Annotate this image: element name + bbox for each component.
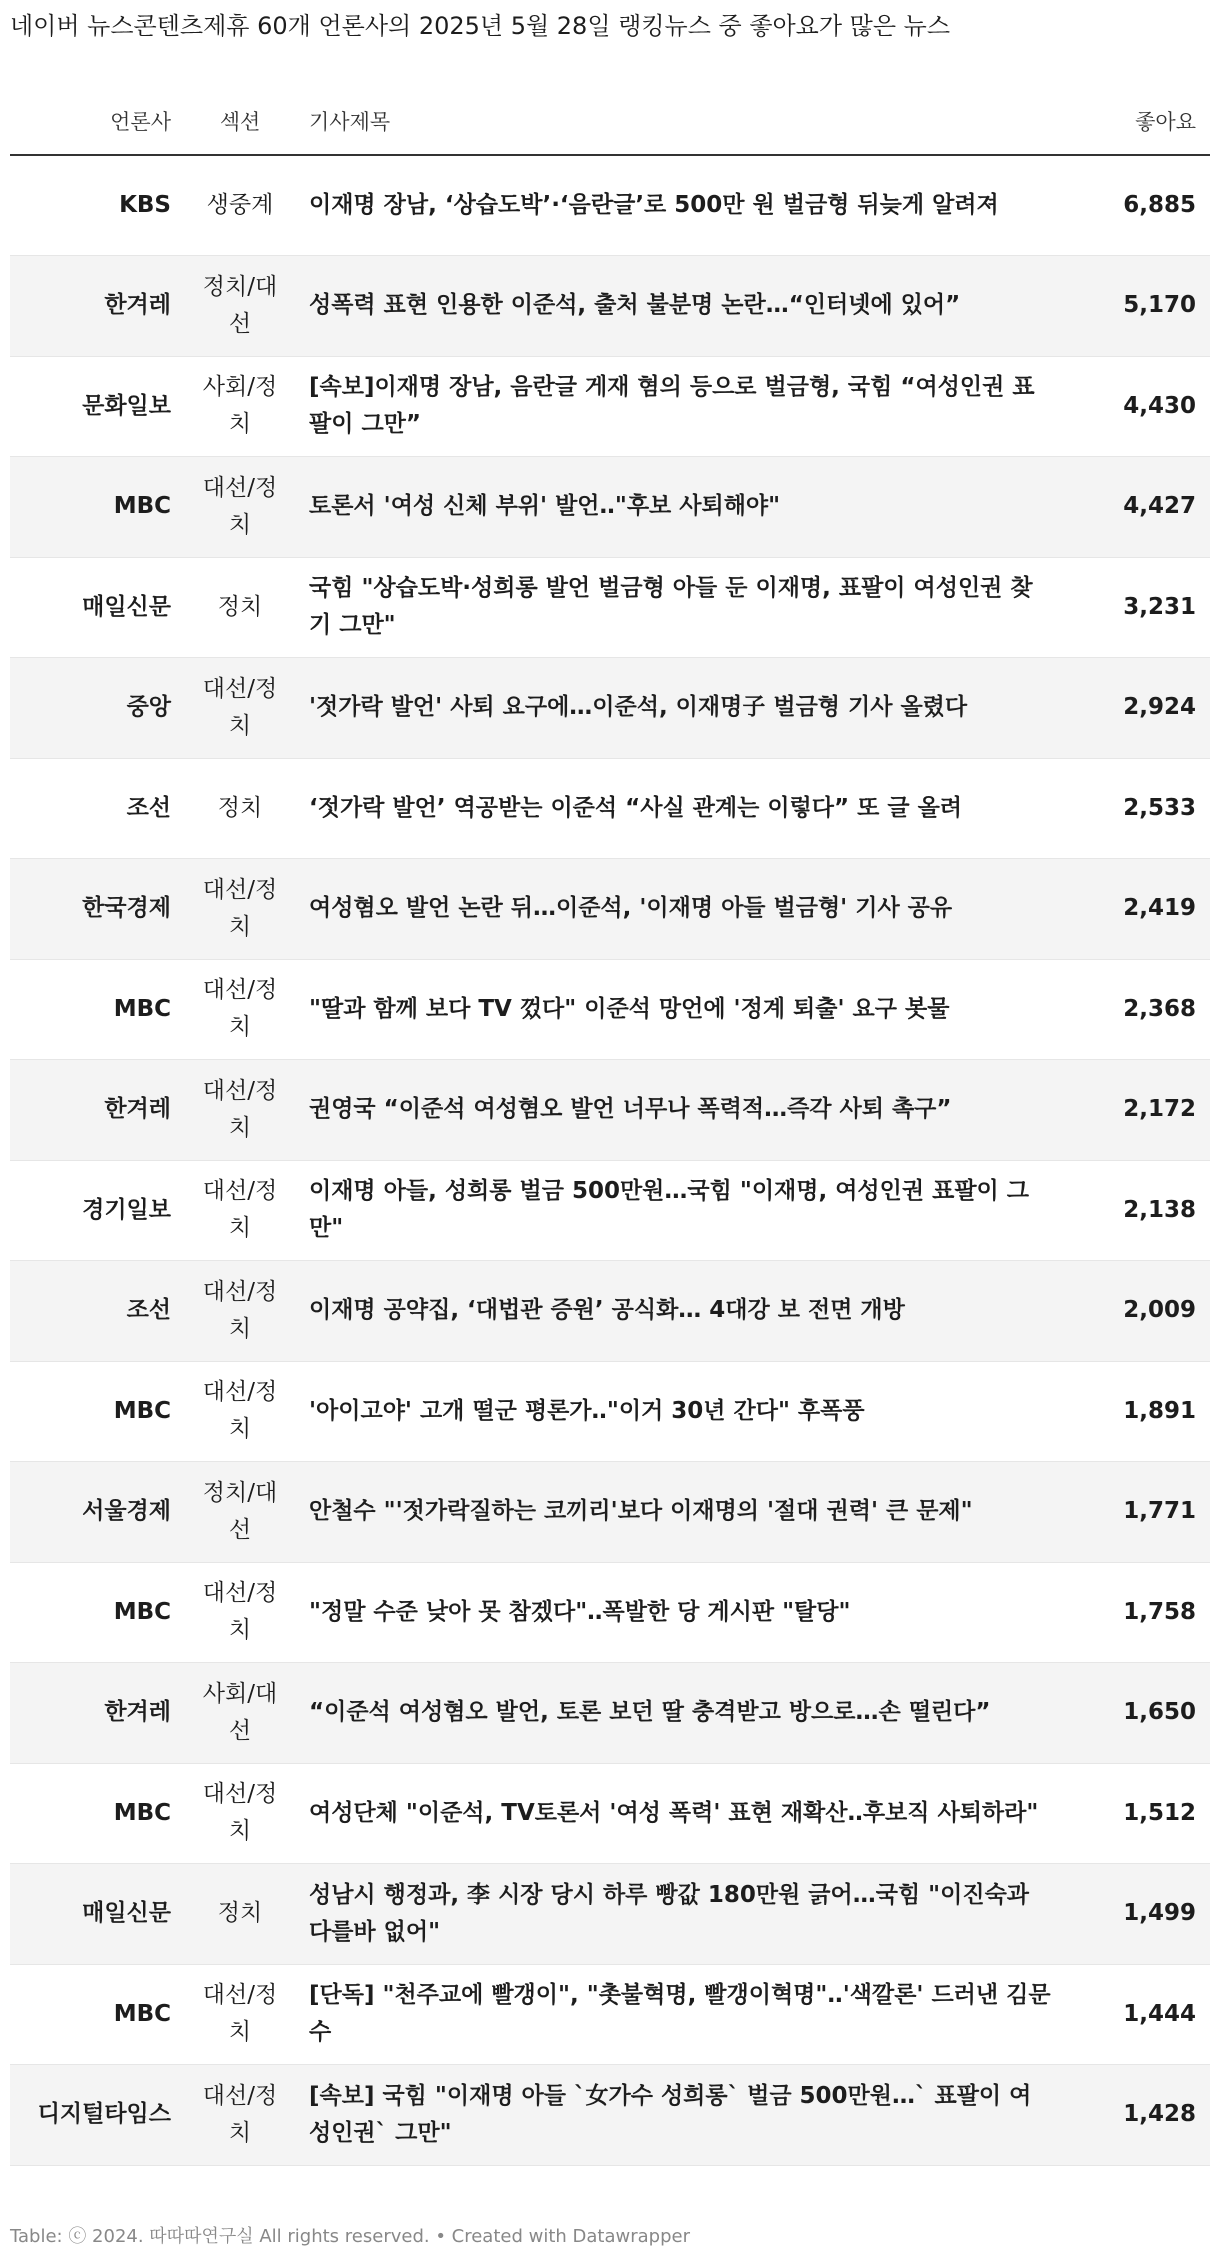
cell-section: 사회/정치 [185, 356, 295, 457]
cell-headline: 여성단체 "이준석, TV토론서 '여성 폭력' 표현 재확산‥후보직 사퇴하라" [295, 1763, 1065, 1864]
cell-headline: 토론서 '여성 신체 부위' 발언‥"후보 사퇴해야" [295, 457, 1065, 558]
cell-likes: 6,885 [1065, 155, 1210, 256]
table-row [10, 356, 1210, 457]
column-header-headline: 기사제목 [295, 88, 1065, 155]
cell-likes: 1,771 [1065, 1462, 1210, 1563]
table-row [10, 2065, 1210, 2166]
table-row [10, 758, 1210, 859]
table-row [10, 155, 1210, 256]
table-row [10, 256, 1210, 357]
cell-press: MBC [10, 1964, 185, 2065]
table-row [10, 1361, 1210, 1462]
table-row [10, 1763, 1210, 1864]
cell-press: 서울경제 [10, 1462, 185, 1563]
cell-press: MBC [10, 1763, 185, 1864]
table-row [10, 1462, 1210, 1563]
cell-press: 중앙 [10, 658, 185, 759]
cell-likes: 2,009 [1065, 1261, 1210, 1362]
cell-likes: 2,138 [1065, 1160, 1210, 1261]
cell-section: 사회/대선 [185, 1663, 295, 1764]
table-row [10, 1060, 1210, 1161]
column-header-section: 섹션 [185, 88, 295, 155]
table-row [10, 1864, 1210, 1965]
cell-likes: 1,650 [1065, 1663, 1210, 1764]
cell-headline: 성남시 행정과, 李 시장 당시 하루 빵값 180만원 긁어…국힘 "이진숙과 다를바 없어" [295, 1864, 1065, 1965]
column-header-press: 언론사 [10, 88, 185, 155]
cell-press: 문화일보 [10, 356, 185, 457]
column-header-likes: 좋아요 [1065, 88, 1210, 155]
cell-headline: '젓가락 발언' 사퇴 요구에…이준석, 이재명子 벌금형 기사 올렸다 [295, 658, 1065, 759]
cell-section: 정치/대선 [185, 1462, 295, 1563]
cell-likes: 2,172 [1065, 1060, 1210, 1161]
cell-press: 매일신문 [10, 557, 185, 658]
cell-headline: 안철수 "'젓가락질하는 코끼리'보다 이재명의 '절대 권력' 큰 문제" [295, 1462, 1065, 1563]
cell-press: 디지털타임스 [10, 2065, 185, 2166]
cell-headline: "정말 수준 낮아 못 참겠다"‥폭발한 당 게시판 "탈당" [295, 1562, 1065, 1663]
cell-likes: 1,428 [1065, 2065, 1210, 2166]
cell-headline: 여성혐오 발언 논란 뒤…이준석, '이재명 아들 벌금형' 기사 공유 [295, 859, 1065, 960]
cell-likes: 1,444 [1065, 1964, 1210, 2065]
cell-headline: [속보]이재명 장남, 음란글 게재 혐의 등으로 벌금형, 국힘 “여성인권 표팔이 그만” [295, 356, 1065, 457]
cell-section: 대선/정치 [185, 959, 295, 1060]
cell-section: 대선/정치 [185, 1964, 295, 2065]
cell-headline: 이재명 아들, 성희롱 벌금 500만원…국힘 "이재명, 여성인권 표팔이 그만" [295, 1160, 1065, 1261]
cell-headline: 이재명 장남, ‘상습도박’·‘음란글’로 500만 원 벌금형 뒤늦게 알려져 [295, 155, 1065, 256]
cell-press: 한국경제 [10, 859, 185, 960]
cell-section: 정치 [185, 1864, 295, 1965]
cell-likes: 2,368 [1065, 959, 1210, 1060]
cell-likes: 2,419 [1065, 859, 1210, 960]
cell-headline: 성폭력 표현 인용한 이준석, 출처 불분명 논란…“인터넷에 있어” [295, 256, 1065, 357]
cell-press: 한겨레 [10, 1060, 185, 1161]
cell-section: 대선/정치 [185, 1160, 295, 1261]
table-row [10, 457, 1210, 558]
cell-section: 대선/정치 [185, 2065, 295, 2166]
news-table [10, 88, 1210, 2166]
cell-press: MBC [10, 1361, 185, 1462]
table-row [10, 557, 1210, 658]
cell-section: 정치 [185, 758, 295, 859]
cell-press: MBC [10, 1562, 185, 1663]
cell-section: 대선/정치 [185, 1361, 295, 1462]
cell-likes: 2,533 [1065, 758, 1210, 859]
cell-section: 정치 [185, 557, 295, 658]
cell-likes: 1,891 [1065, 1361, 1210, 1462]
cell-headline: [속보] 국힘 "이재명 아들 `女가수 성희롱` 벌금 500만원…` 표팔이 여성인권` 그만" [295, 2065, 1065, 2166]
cell-headline: "딸과 함께 보다 TV 껐다" 이준석 망언에 '정계 퇴출' 요구 봇물 [295, 959, 1065, 1060]
cell-headline: '아이고야' 고개 떨군 평론가‥"이거 30년 간다" 후폭풍 [295, 1361, 1065, 1462]
cell-headline: [단독] "천주교에 빨갱이", "촛불혁명, 빨갱이혁명"‥'색깔론' 드러낸 김문수 [295, 1964, 1065, 2065]
cell-headline: ‘젓가락 발언’ 역공받는 이준석 “사실 관계는 이렇다” 또 글 올려 [295, 758, 1065, 859]
cell-likes: 2,924 [1065, 658, 1210, 759]
table-row [10, 959, 1210, 1060]
cell-likes: 4,430 [1065, 356, 1210, 457]
cell-likes: 1,758 [1065, 1562, 1210, 1663]
cell-press: MBC [10, 457, 185, 558]
cell-section: 정치/대선 [185, 256, 295, 357]
cell-press: 매일신문 [10, 1864, 185, 1965]
table-row [10, 658, 1210, 759]
table-row [10, 1261, 1210, 1362]
cell-press: 한겨레 [10, 256, 185, 357]
table-row [10, 1160, 1210, 1261]
cell-section: 대선/정치 [185, 457, 295, 558]
cell-section: 대선/정치 [185, 658, 295, 759]
cell-section: 대선/정치 [185, 859, 295, 960]
page-title: 네이버 뉴스콘텐츠제휴 60개 언론사의 2025년 5월 28일 랭킹뉴스 중 좋아요가 많은 뉴스 [10, 12, 951, 40]
cell-press: 한겨레 [10, 1663, 185, 1764]
cell-press: 조선 [10, 758, 185, 859]
cell-likes: 1,499 [1065, 1864, 1210, 1965]
cell-headline: 이재명 공약집, ‘대법관 증원’ 공식화… 4대강 보 전면 개방 [295, 1261, 1065, 1362]
table-row [10, 859, 1210, 960]
cell-section: 대선/정치 [185, 1763, 295, 1864]
table-body [10, 155, 1210, 2165]
cell-press: MBC [10, 959, 185, 1060]
cell-press: 조선 [10, 1261, 185, 1362]
cell-headline: “이준석 여성혐오 발언, 토론 보던 딸 충격받고 방으로…손 떨린다” [295, 1663, 1065, 1764]
cell-likes: 5,170 [1065, 256, 1210, 357]
cell-press: KBS [10, 155, 185, 256]
cell-likes: 3,231 [1065, 557, 1210, 658]
table-row [10, 1663, 1210, 1764]
cell-headline: 국힘 "상습도박·성희롱 발언 벌금형 아들 둔 이재명, 표팔이 여성인권 찾기 그만" [295, 557, 1065, 658]
cell-section: 대선/정치 [185, 1562, 295, 1663]
cell-section: 대선/정치 [185, 1261, 295, 1362]
cell-likes: 1,512 [1065, 1763, 1210, 1864]
cell-likes: 4,427 [1065, 457, 1210, 558]
cell-headline: 권영국 “이준석 여성혐오 발언 너무나 폭력적…즉각 사퇴 촉구” [295, 1060, 1065, 1161]
cell-section: 대선/정치 [185, 1060, 295, 1161]
cell-press: 경기일보 [10, 1160, 185, 1261]
table-header-row [10, 88, 1210, 155]
table-footer-credit: Table: ⓒ 2024. 따따따연구실 All rights reserved. • Created with Datawrapper [10, 2226, 690, 2247]
cell-section: 생중계 [185, 155, 295, 256]
table-row [10, 1562, 1210, 1663]
table-row [10, 1964, 1210, 2065]
